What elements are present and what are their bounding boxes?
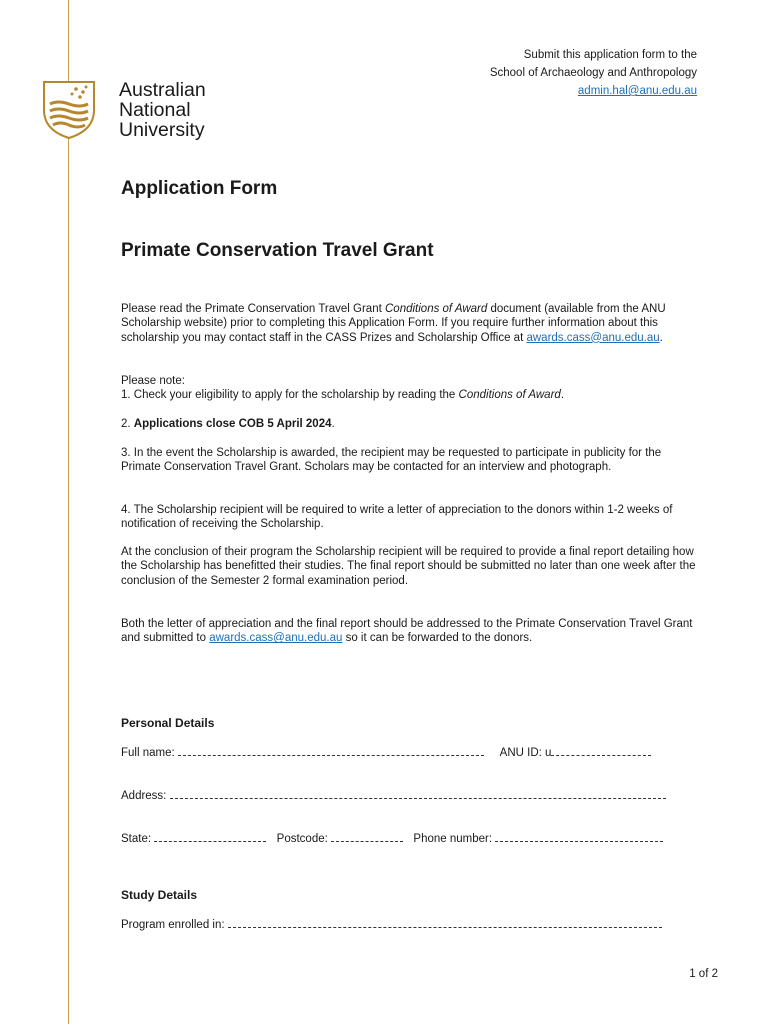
note-6 xyxy=(121,617,701,646)
note-2-prefix: 2. xyxy=(121,418,134,430)
margin-rule xyxy=(68,0,69,1024)
state-field[interactable] xyxy=(154,831,266,842)
note-6-text-1: Both the letter of appreciation and the final report should be addressed to the Primate Conservation Travel Grant and submitted to xyxy=(121,618,693,645)
personal-details-heading: Personal Details xyxy=(121,716,215,730)
note-1-text: 1. Check your eligibility to apply for the scholarship by reading the xyxy=(121,389,459,401)
state-label: State: xyxy=(121,833,155,845)
submit-line-1: Submit this application form to the xyxy=(523,49,697,61)
intro-text-3: . xyxy=(659,331,663,344)
anu-id-field[interactable] xyxy=(551,745,651,756)
intro-text-2: document (available from the ANU Scholarship website) prior to completing this Application Form. If you require further information about this scholarship you may contact staff in the CASS Prizes and Scholarship Office at xyxy=(121,303,666,344)
note-2-end: . xyxy=(331,418,335,430)
intro-text-1: Please read the Primate Conservation Travel Grant xyxy=(121,303,385,315)
postcode-field[interactable] xyxy=(331,831,403,842)
postcode-label: Postcode: xyxy=(276,833,331,845)
note-6-email-link[interactable]: awards.cass@anu.edu.au xyxy=(209,632,343,645)
submit-instructions xyxy=(490,46,697,100)
name-id-row xyxy=(121,745,701,759)
logo-line-3: University xyxy=(119,119,205,141)
page-title: Application Form xyxy=(121,178,278,199)
page-number: 1 of 2 xyxy=(689,968,718,980)
anu-crest-icon xyxy=(42,80,96,140)
phone-label: Phone number: xyxy=(413,833,496,845)
intro-paragraph xyxy=(121,302,701,345)
page-subtitle: Primate Conservation Travel Grant xyxy=(121,240,434,261)
note-2 xyxy=(121,417,701,431)
note-1 xyxy=(121,388,701,402)
intro-email-link[interactable]: awards.cass@anu.edu.au xyxy=(526,331,660,344)
note-2-deadline: Applications close COB 5 April 2024 xyxy=(133,418,332,430)
note-6-text-2: so it can be forwarded to the donors. xyxy=(342,632,533,645)
full-name-label: Full name: xyxy=(121,747,178,759)
phone-field[interactable] xyxy=(495,831,663,842)
program-label: Program enrolled in: xyxy=(121,919,228,931)
state-postcode-phone-row xyxy=(121,831,701,845)
address-label: Address: xyxy=(121,790,170,802)
logo-line-2: National xyxy=(119,99,191,121)
submit-line-2: School of Archaeology and Anthropology xyxy=(489,67,697,79)
note-4: 4. The Scholarship recipient will be required to write a letter of appreciation to the donors within 1-2 weeks of notification of receiving the Scholarship. xyxy=(121,504,673,531)
note-1-end: . xyxy=(560,389,565,401)
anu-id-label: ANU ID: u xyxy=(499,747,552,759)
logo-wordmark xyxy=(119,80,206,140)
note-3: 3. In the event the Scholarship is awarded, the recipient may be requested to participate in publicity for the Primate Conservation Travel Grant. Scholars may be contacted for an interview and photograph. xyxy=(121,447,662,474)
full-name-field[interactable] xyxy=(178,745,484,756)
logo-line-1: Australian xyxy=(119,79,206,101)
note-1-italic: Conditions of Award xyxy=(458,389,561,401)
program-row xyxy=(121,917,701,931)
submit-email-link[interactable]: admin.hal@anu.edu.au xyxy=(577,85,697,97)
program-field[interactable] xyxy=(228,917,662,928)
note-5: At the conclusion of their program the Scholarship recipient will be required to provide a final report detailing how the Scholarship has benefitted their studies. The final report should be submitted no later than one week after the conclusion of the Semester 2 formal examination period. xyxy=(121,546,696,587)
address-field[interactable] xyxy=(170,788,666,799)
study-details-heading: Study Details xyxy=(121,888,198,902)
anu-logo xyxy=(42,80,232,150)
note-heading: Please note: xyxy=(121,375,185,387)
address-row xyxy=(121,788,701,802)
intro-italic: Conditions of Award xyxy=(385,303,488,315)
